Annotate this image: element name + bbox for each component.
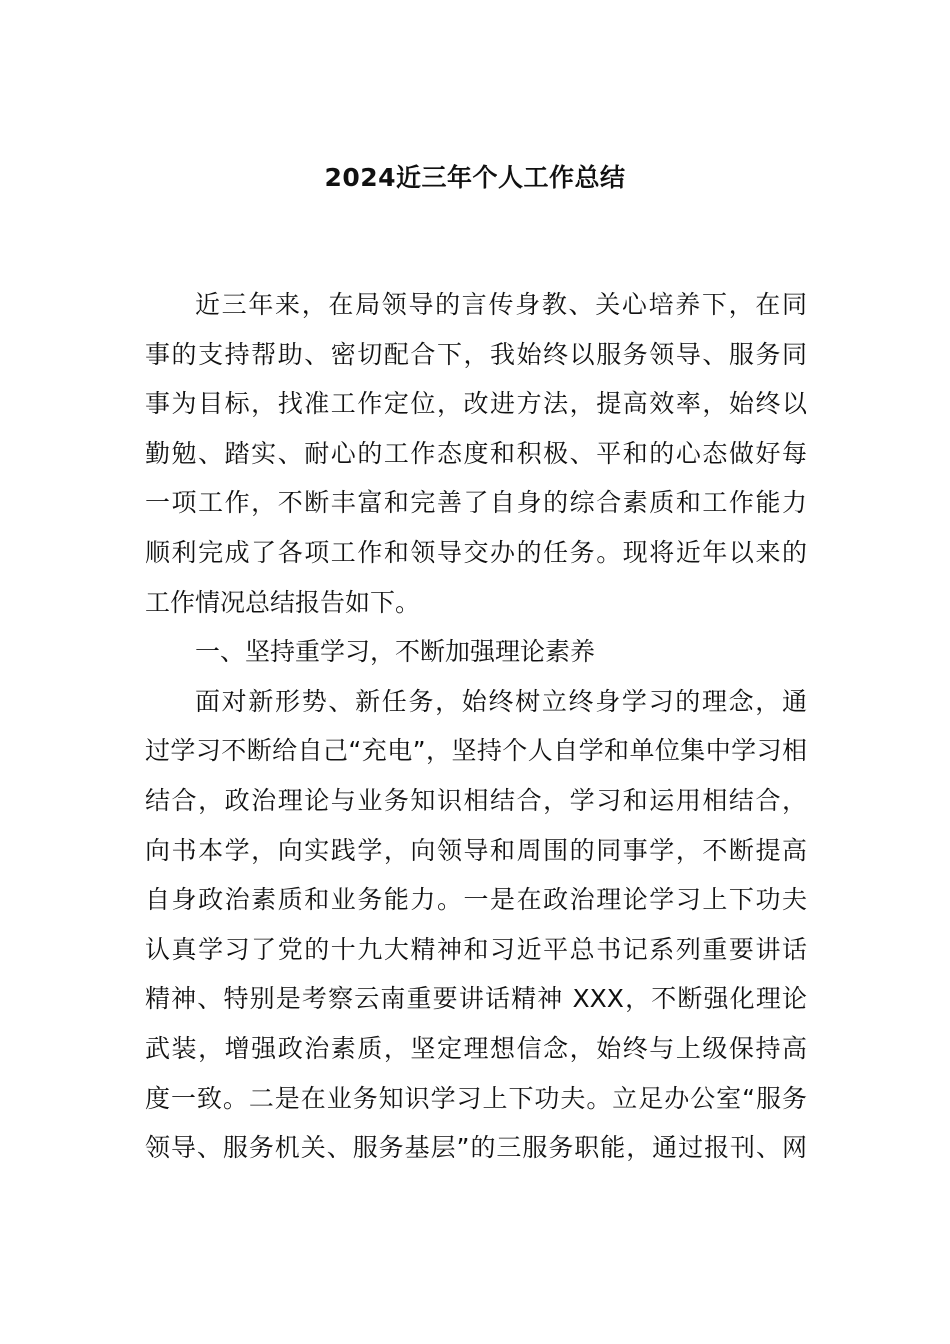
text-line: 结合，政治理论与业务知识相结合，学习和运用相结合， (145, 785, 807, 815)
text-line: 勤勉、踏实、耐心的工作态度和积极、平和的心态做好每 (145, 438, 807, 468)
section-heading: 一、坚持重学习，不断加强理论素养 (195, 637, 596, 667)
document-title: 2024近三年个人工作总结 (324, 163, 626, 192)
text-line: 过学习不断给自己“充电”，坚持个人自学和单位集中学习相 (145, 736, 807, 766)
text-line: 向书本学，向实践学，向领导和周围的同事学，不断提高 (145, 835, 807, 865)
text-line: 认真学习了党的十九大精神和习近平总书记系列重要讲话 (145, 934, 807, 964)
document-body (145, 280, 807, 1173)
text-line: 度一致。二是在业务知识学习上下功夫。立足办公室“服务 (145, 1083, 807, 1113)
text-line: 领导、服务机关、服务基层”的三服务职能，通过报刊、网 (145, 1133, 807, 1163)
text-line: 面对新形势、新任务，始终树立终身学习的理念，通 (195, 686, 807, 716)
text-line: 精神、特别是考察云南重要讲话精神 XXX，不断强化理论 (145, 984, 807, 1014)
text-line: 一项工作，不断丰富和完善了自身的综合素质和工作能力 (145, 488, 807, 518)
text-line: 自身政治素质和业务能力。一是在政治理论学习上下功夫 (145, 885, 807, 915)
text-line: 事的支持帮助、密切配合下，我始终以服务领导、服务同 (145, 339, 807, 369)
text-line: 工作情况总结报告如下。 (145, 587, 421, 617)
text-line: 顺利完成了各项工作和领导交办的任务。现将近年以来的 (145, 537, 807, 567)
text-line: 近三年来，在局领导的言传身教、关心培养下，在同 (195, 290, 807, 319)
text-line: 事为目标，找准工作定位，改进方法，提高效率，始终以 (145, 389, 807, 419)
text-line: 武装，增强政治素质，坚定理想信念，始终与上级保持高 (145, 1033, 807, 1063)
